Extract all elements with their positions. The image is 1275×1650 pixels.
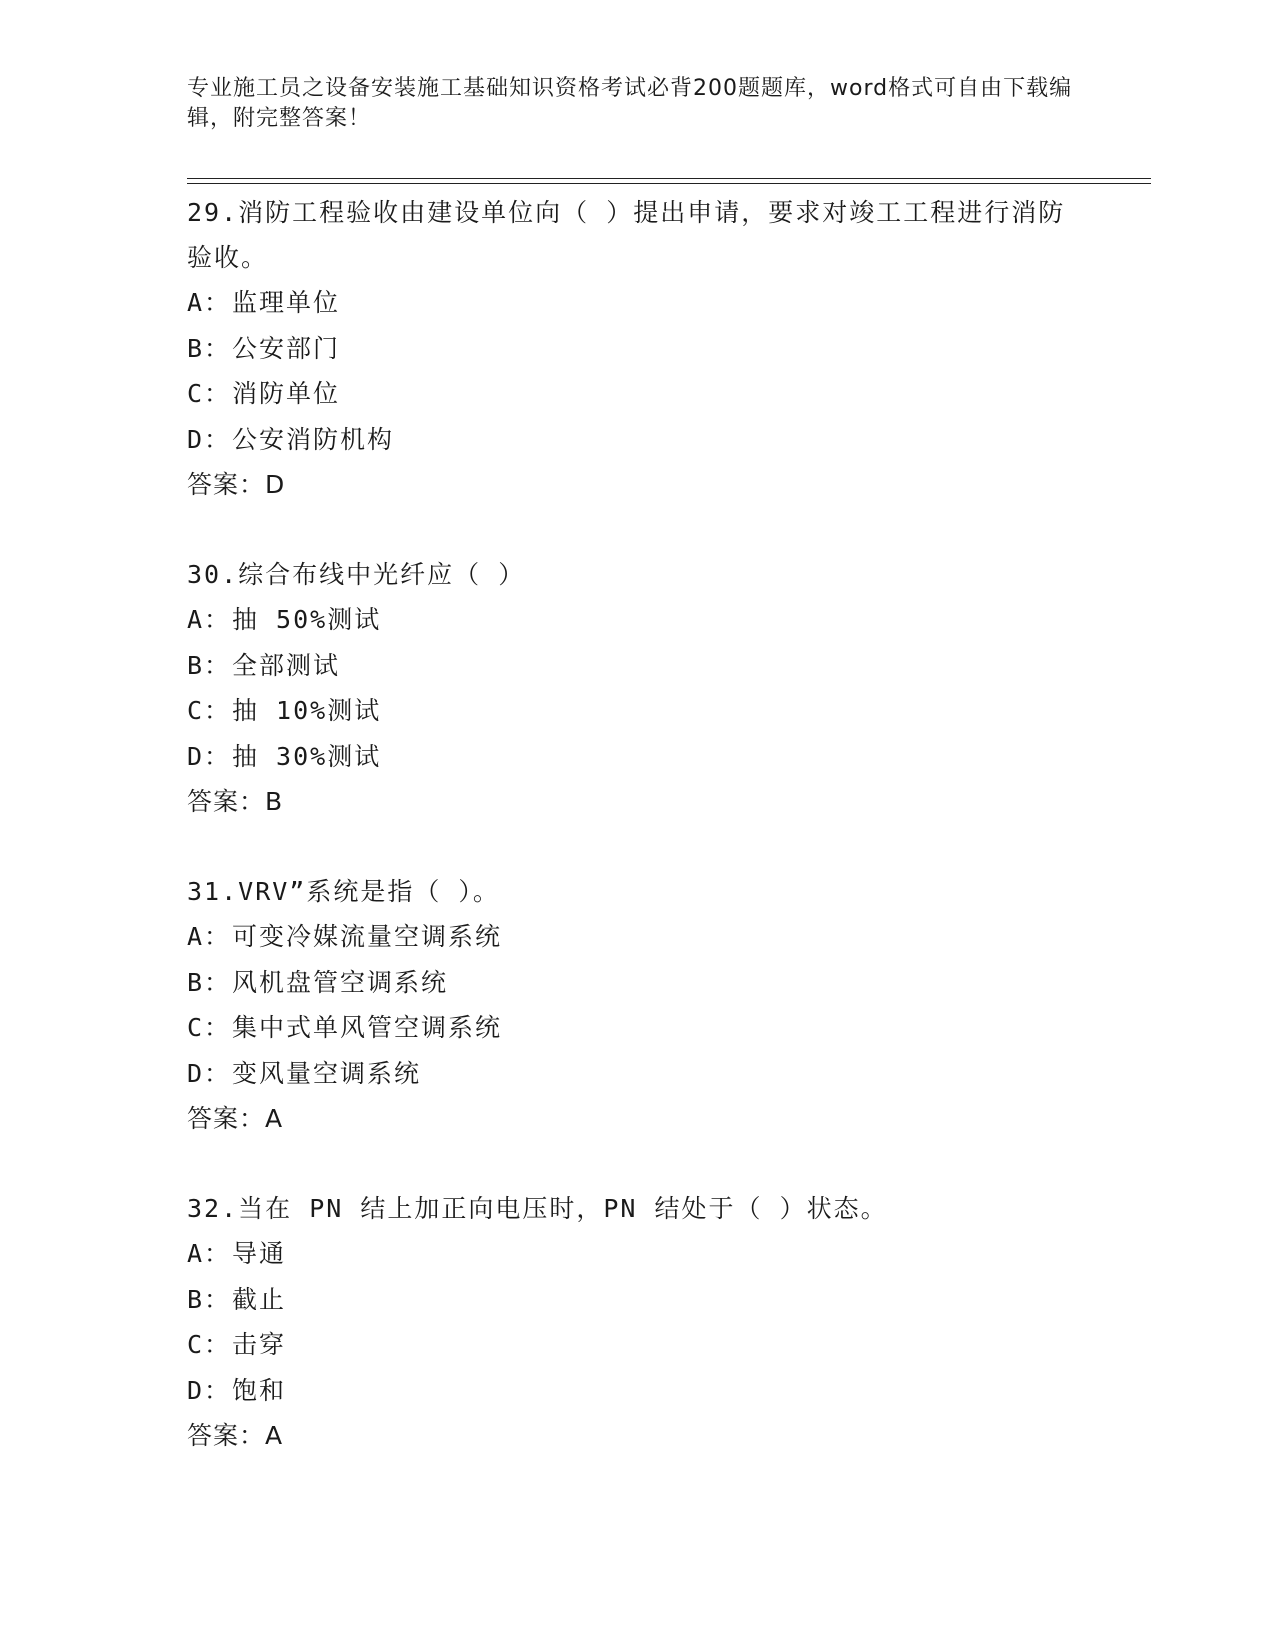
- option-a: [187, 280, 1087, 326]
- option-key: A：: [187, 288, 232, 317]
- option-d: [187, 417, 1087, 463]
- option-a: [187, 914, 1087, 960]
- document-header: 专业施工员之设备安装施工基础知识资格考试必背200题题库，word格式可自由下载编辑，附完整答案！: [187, 76, 1073, 131]
- option-text: 截止: [232, 1284, 287, 1314]
- option-text: 抽 10%测试: [232, 696, 382, 725]
- option-a: [187, 1231, 1087, 1277]
- option-text: 公安部门: [232, 333, 341, 363]
- answer: 答案：D: [187, 470, 286, 499]
- option-key: B：: [187, 1284, 232, 1314]
- option-key: D：: [187, 1375, 232, 1405]
- option-key: B：: [187, 650, 232, 680]
- option-key: A：: [187, 922, 232, 951]
- option-key: A：: [187, 605, 232, 634]
- option-text: 变风量空调系统: [232, 1058, 422, 1088]
- option-c: [187, 371, 1087, 417]
- option-text: 集中式单风管空调系统: [232, 1013, 503, 1042]
- question-31: [187, 869, 1087, 1141]
- option-d: [187, 1051, 1087, 1097]
- question-text: 31.VRV”系统是指（ ）。: [187, 877, 500, 906]
- option-key: D：: [187, 424, 232, 454]
- option-key: A：: [187, 1239, 232, 1268]
- answer: 答案：A: [187, 1104, 284, 1133]
- option-b: [187, 643, 1087, 689]
- option-text: 风机盘管空调系统: [232, 967, 449, 997]
- question-text: 30.综合布线中光纤应（ ）: [187, 560, 526, 589]
- question-text: 29.消防工程验收由建设单位向（ ）提出申请，要求对竣工工程进行消防验收。: [187, 198, 1066, 272]
- option-a: [187, 597, 1087, 643]
- header-divider-top: [187, 178, 1151, 179]
- answer: 答案：A: [187, 1421, 284, 1450]
- option-key: B：: [187, 967, 232, 997]
- option-text: 导通: [232, 1239, 287, 1268]
- option-text: 公安消防机构: [232, 424, 395, 454]
- question-29: [187, 190, 1087, 507]
- option-text: 消防单位: [232, 379, 341, 408]
- option-text: 抽 50%测试: [232, 605, 382, 634]
- option-c: [187, 1005, 1087, 1051]
- option-b: [187, 1277, 1087, 1323]
- option-key: C：: [187, 379, 232, 408]
- option-key: C：: [187, 696, 232, 725]
- option-key: C：: [187, 1013, 232, 1042]
- option-text: 击穿: [232, 1330, 287, 1359]
- option-key: C：: [187, 1330, 232, 1359]
- question-text: 32.当在 PN 结上加正向电压时，PN 结处于（ ）状态。: [187, 1194, 888, 1223]
- option-c: [187, 688, 1087, 734]
- option-d: [187, 1368, 1087, 1414]
- answer: 答案：B: [187, 787, 284, 816]
- option-text: 监理单位: [232, 288, 341, 317]
- option-text: 饱和: [232, 1375, 287, 1405]
- header-divider-bottom: [187, 183, 1151, 184]
- option-key: D：: [187, 1058, 232, 1088]
- question-32: [187, 1186, 1087, 1458]
- question-30: [187, 552, 1087, 824]
- option-key: B：: [187, 333, 232, 363]
- option-c: [187, 1322, 1087, 1368]
- option-b: [187, 960, 1087, 1006]
- question-list: [187, 190, 1087, 1503]
- option-text: 全部测试: [232, 650, 341, 680]
- option-text: 抽 30%测试: [232, 741, 382, 771]
- option-key: D：: [187, 741, 232, 771]
- option-text: 可变冷媒流量空调系统: [232, 922, 503, 951]
- option-d: [187, 734, 1087, 780]
- option-b: [187, 326, 1087, 372]
